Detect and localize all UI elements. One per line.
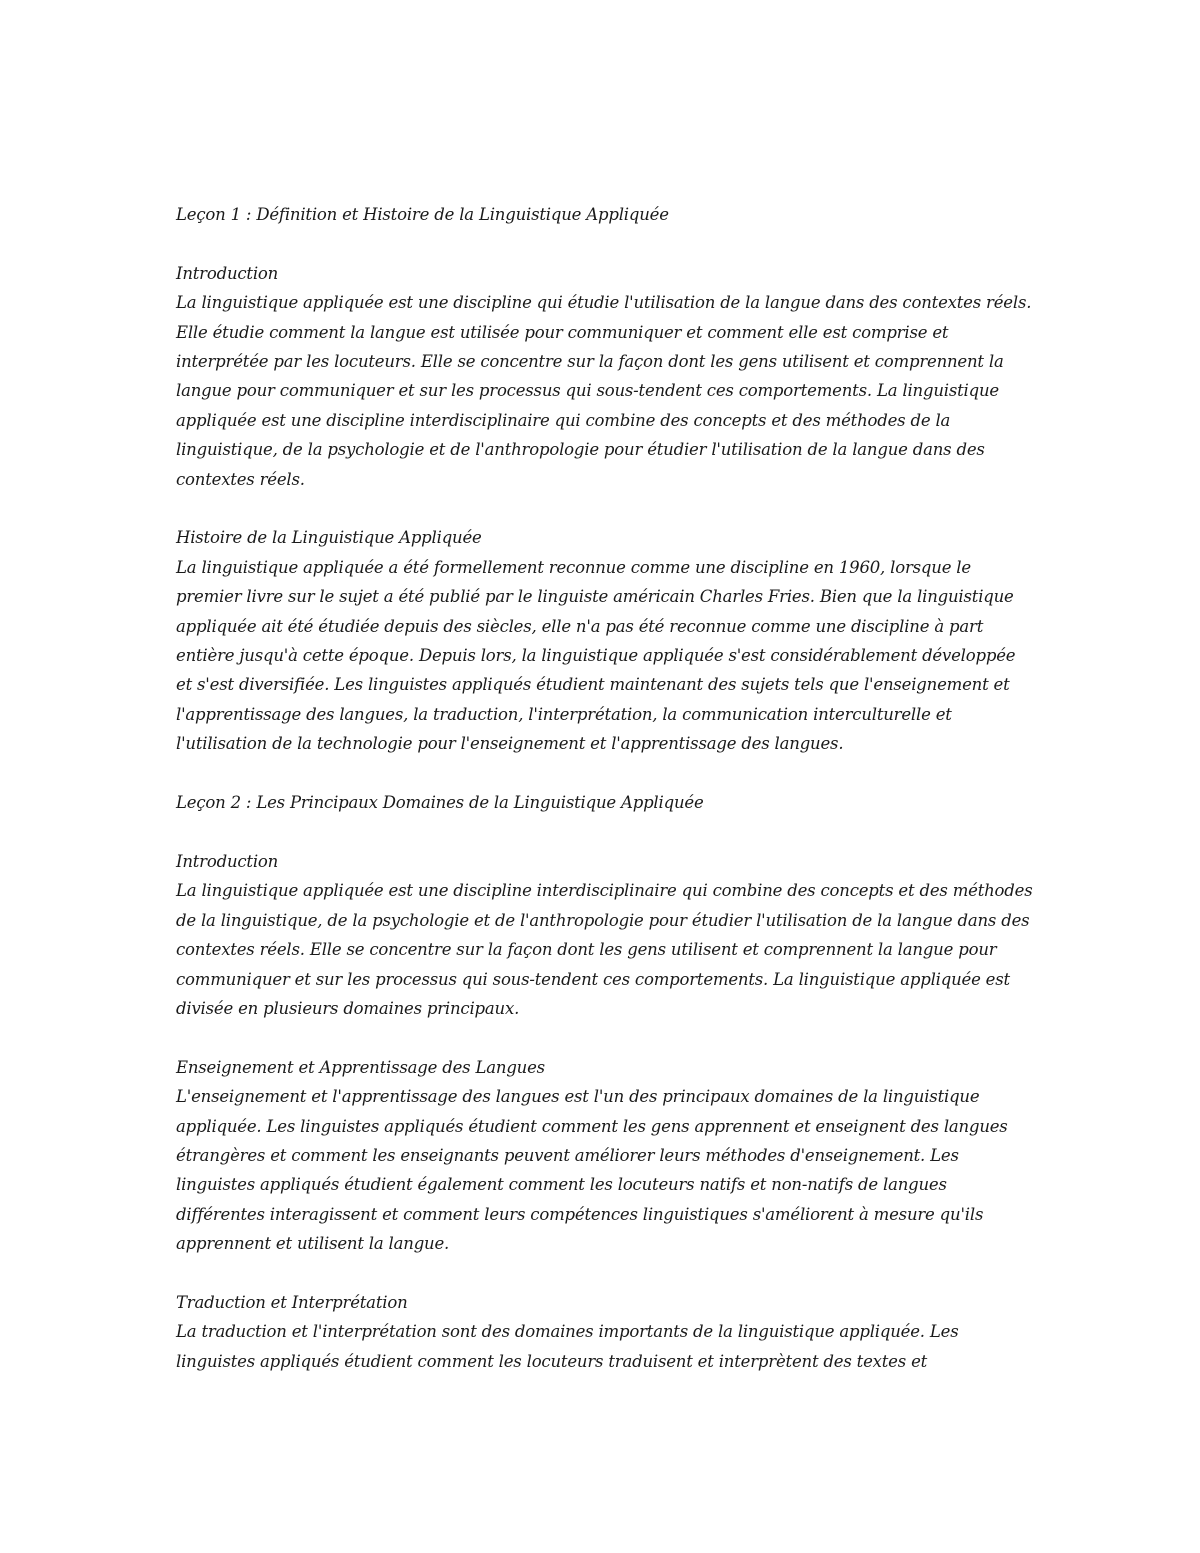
lesson2-intro-paragraph: La linguistique appliquée est une discipline interdisciplinaire qui combine des concepts et des méthodes de la linguistique, de la psychologie et de l'anthropologie pour étudier l'utilisation de la langue dans des contextes réels. Elle se concentre sur la façon dont les gens utilisent et comprennent la langue pour communiquer et sur les processus qui sous-tendent ces comportements. La linguistique appliquée est divisée en plusieurs domaines principaux. [176,881,1033,1018]
lesson2-teaching-paragraph: L'enseignement et l'apprentissage des langues est l'un des principaux domaines de la linguistique appliquée. Les linguistes appliqués étudient comment les gens apprennent et enseignent des langues étrangères et comment les enseignants peuvent améliorer leurs méthodes d'enseignement. Les linguistes appliqués étudient également comment les locuteurs natifs et non-natifs de langues différentes interagissent et comment leurs compétences linguistiques s'améliorent à mesure qu'ils apprennent et utilisent la langue. [176,1087,1008,1254]
lesson2-translation-heading: Traduction et Interprétation [176,1292,408,1312]
lesson2-intro-heading: Introduction [176,851,279,871]
lesson1-history-heading: Histoire de la Linguistique Appliquée [176,528,482,548]
lesson1-intro-heading: Introduction [176,263,279,283]
lesson2-teaching-heading: Enseignement et Apprentissage des Langues [176,1057,545,1077]
lesson1-intro-paragraph: La linguistique appliquée est une discipline qui étudie l'utilisation de la langue dans des contextes réels. Elle étudie comment la langue est utilisée pour communiquer et comment elle est comprise et interprétée par les locuteurs. Elle se concentre sur la façon dont les gens utilisent et comprennent la langue pour communiquer et sur les processus qui sous-tendent ces comportements. La linguistique appliquée est une discipline interdisciplinaire qui combine des concepts et des méthodes de la linguistique, de la psychologie et de l'anthropologie pour étudier l'utilisation de la langue dans des contextes réels. [176,293,1032,489]
lesson2-translation-paragraph: La traduction et l'interprétation sont des domaines importants de la linguistique appliquée. Les linguistes appliqués étudient comment les locuteurs traduisent et interprètent des textes et [176,1322,959,1371]
lesson1-history-paragraph: La linguistique appliquée a été formellement reconnue comme une discipline en 1960, lorsque le premier livre sur le sujet a été publié par le linguiste américain Charles Fries. Bien que la linguistique appliquée ait été étudiée depuis des siècles, elle n'a pas été reconnue comme une discipline à part entière jusqu'à cette époque. Depuis lors, la linguistique appliquée s'est considérablement développée et s'est diversifiée. Les linguistes appliqués étudient maintenant des sujets tels que l'enseignement et l'apprentissage des langues, la traduction, l'interprétation, la communication interculturelle et l'utilisation de la technologie pour l'enseignement et l'apprentissage des langues. [176,557,1016,754]
lesson1-title: Leçon 1 : Définition et Histoire de la Linguistique Appliquée [176,205,669,224]
document-body [176,200,1036,1376]
lesson2-title: Leçon 2 : Les Principaux Domaines de la Linguistique Appliquée [176,793,704,813]
